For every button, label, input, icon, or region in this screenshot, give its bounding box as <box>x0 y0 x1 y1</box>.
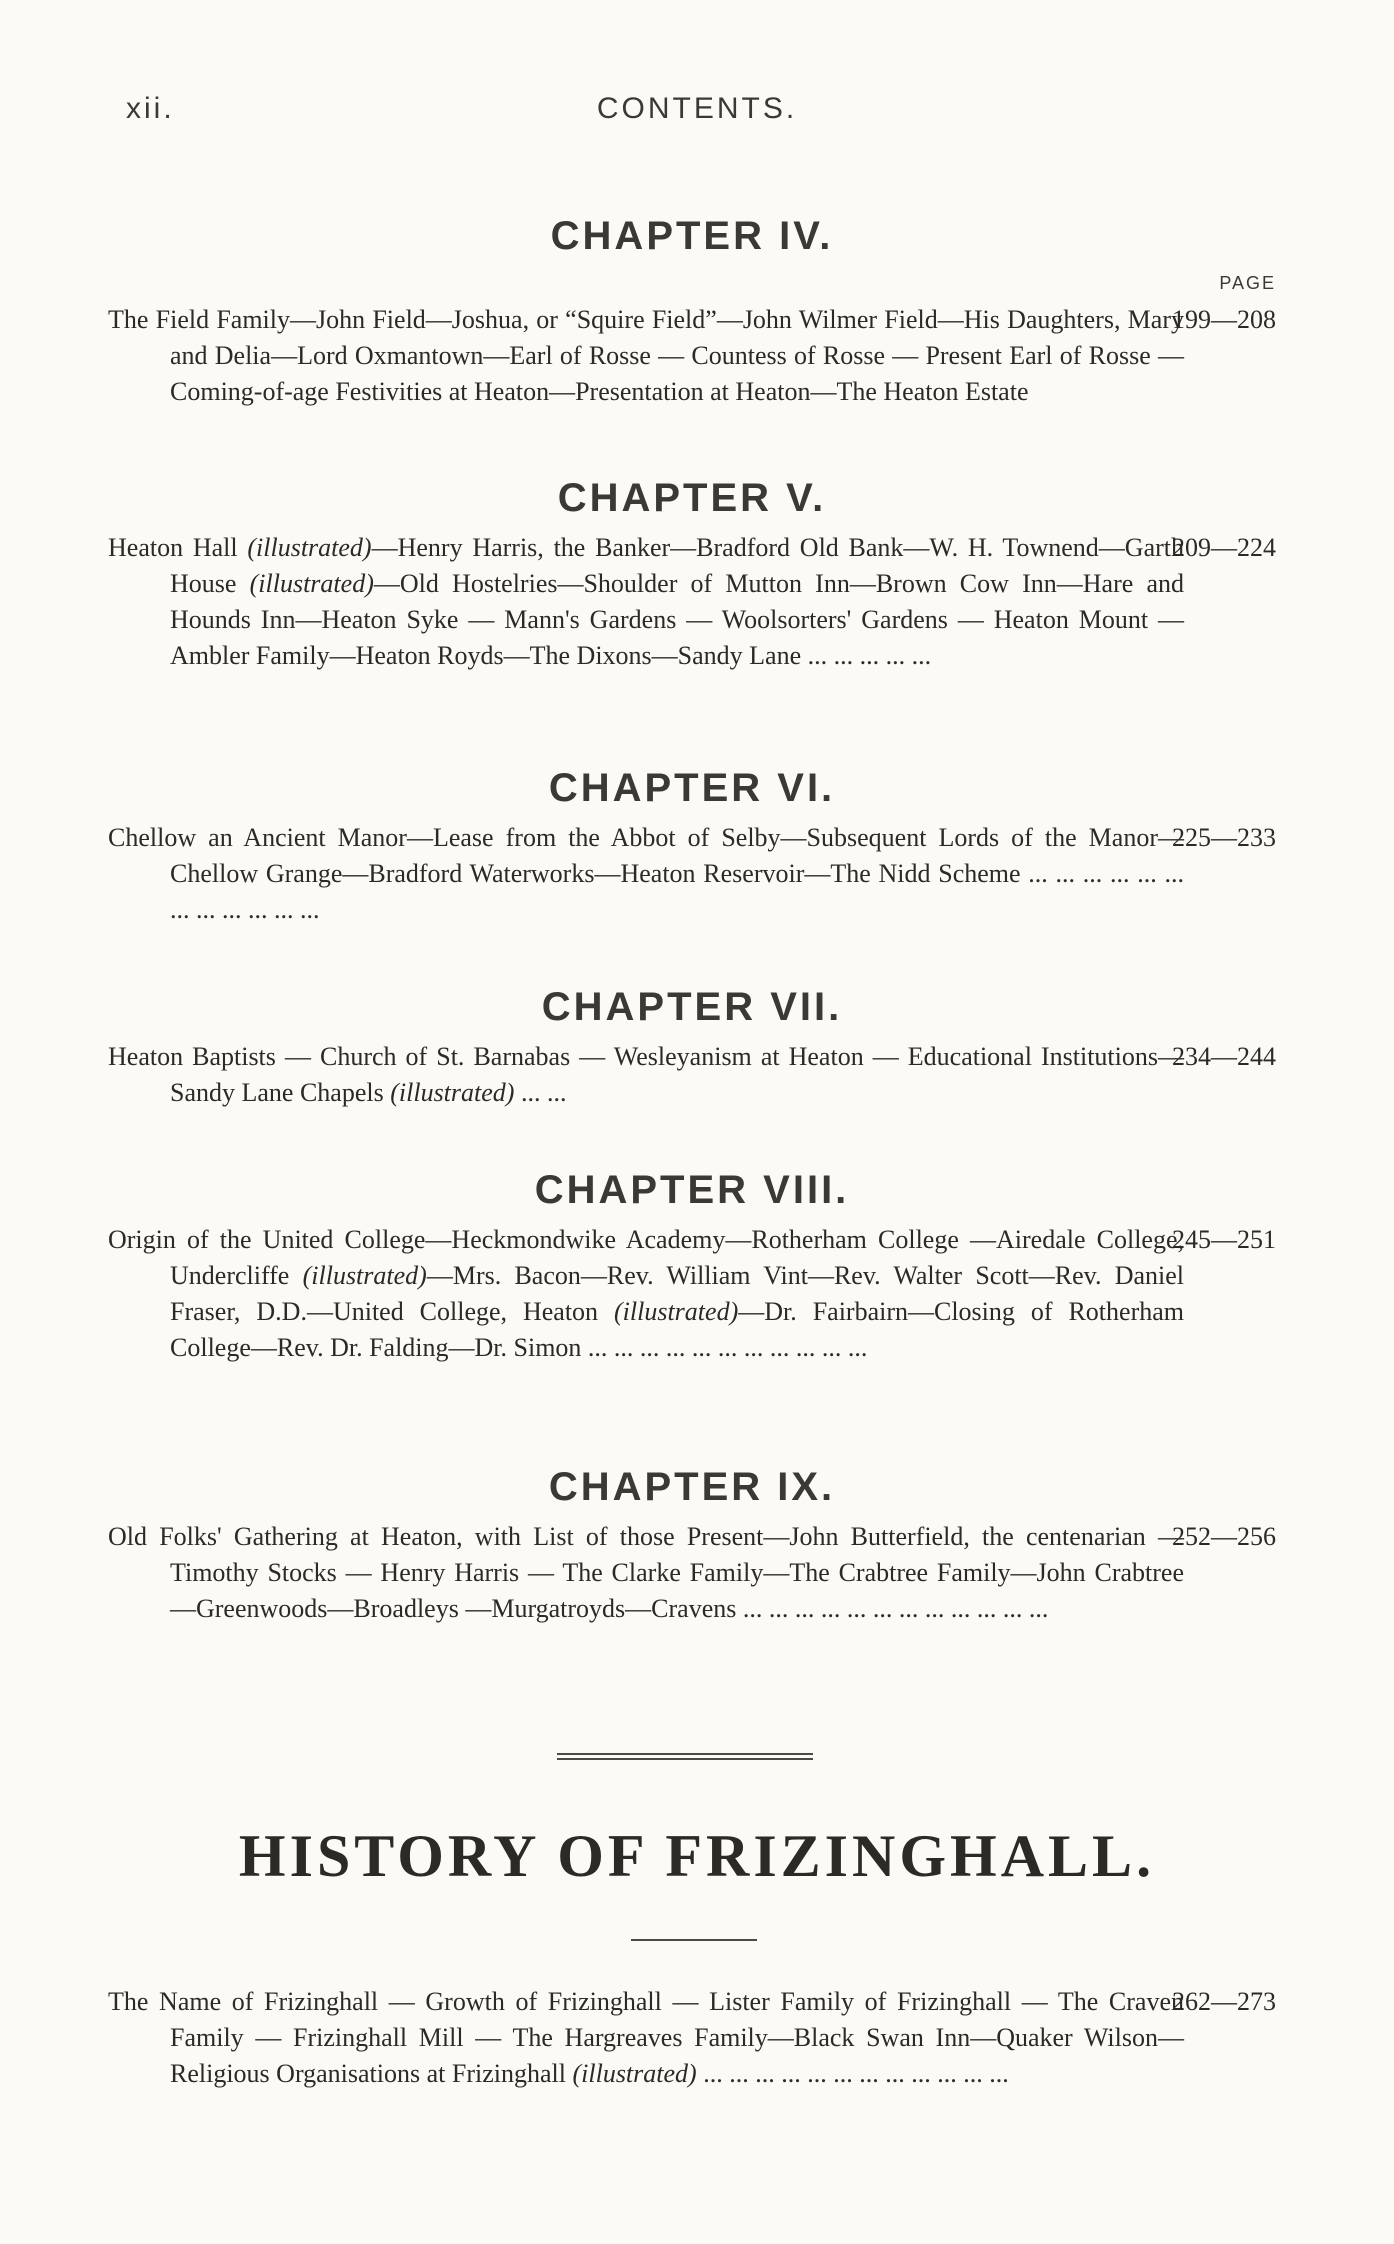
page-range: 245—251 <box>1172 1225 1276 1254</box>
history-entry <box>108 1984 1276 2092</box>
chapter-title: CHAPTER VIII. <box>534 1168 850 1212</box>
history-title: HISTORY OF FRIZINGHALL. <box>238 1823 1156 1889</box>
title-rule <box>631 1939 757 1941</box>
entry-text: The Field Family—John Field—Joshua, or “Squire Field”—John Wilmer Field—His Daughters, Mary and Delia—Lord Oxmantown—Earl of Rosse — Countess of Rosse — Present Earl of Rosse — Coming-of-age Festivities at Heaton—Presentation at Heaton—The Heaton Estate <box>108 305 1184 406</box>
page-range: 252—256 <box>1172 1522 1276 1551</box>
illustrated-note: (illustrated) <box>390 1078 515 1107</box>
entry-text: Heaton Hall <box>108 533 248 562</box>
chapter-entry <box>108 530 1276 674</box>
page-range: 199—208 <box>1172 305 1276 334</box>
page-column-label: PAGE <box>1219 273 1276 293</box>
page-range: 262—273 <box>1172 1987 1276 2016</box>
page-range: 209—224 <box>1172 533 1276 562</box>
entry-text: —Mrs. Bacon—Rev. William Vint—Rev. Walter Scott—Rev. Daniel Fraser, D.D.—United College, Heaton <box>170 1261 1185 1326</box>
chapter-title: CHAPTER V. <box>557 476 827 520</box>
illustrated-note: (illustrated) <box>572 2059 697 2088</box>
section-divider <box>557 1753 813 1760</box>
entry-text: Origin of the United College—Heckmondwike Academy—Rotherham College —Airedale College, Undercliffe <box>108 1225 1184 1290</box>
entry-text: Old Folks' Gathering at Heaton, with List of those Present—John Butterfield, the centenarian — Timothy Stocks — Henry Harris — The Clarke Family—The Crabtree Family—John Crabtree—Greenwoods—Broadleys —Murgatroyds—Cravens ... ... ... ... ... ... ... ... ... ... ... ... <box>108 1522 1184 1623</box>
entry-text: Chellow an Ancient Manor—Lease from the Abbot of Selby—Subsequent Lords of the Manor—Chellow Grange—Bradford Waterworks—Heaton Reservoir—The Nidd Scheme ... ... ... ... ... ... ... ... ... ... ... ... <box>108 823 1184 924</box>
page-range: 234—244 <box>1172 1042 1276 1071</box>
history-section <box>108 1976 1276 2092</box>
running-title: CONTENTS. <box>596 92 798 125</box>
entry-text: —Dr. Fairbairn—Closing of Rotherham College—Rev. Dr. Falding—Dr. Simon ... ... ... ... ... ... ... ... ... ... ... <box>170 1297 1184 1362</box>
illustrated-note: (illustrated) <box>249 569 374 598</box>
entry-text: —Old Hostelries—Shoulder of Mutton Inn—Brown Cow Inn—Hare and Hounds Inn—Heaton Syke — Mann's Gardens — Woolsorters' Gardens — Heaton Mount — Ambler Family—Heaton Royds—The Dixons—Sandy Lane ... ... ... ... ... <box>170 569 1185 670</box>
entry-text: —Henry Harris, the Banker—Bradford Old Bank—W. H. Townend—Garth House <box>170 533 1185 598</box>
chapter-6 <box>108 764 1276 928</box>
chapter-7 <box>108 983 1276 1111</box>
entry-text: ... ... ... ... ... ... ... ... ... ... ... ... <box>696 2059 1009 2088</box>
illustrated-note: (illustrated) <box>302 1261 427 1290</box>
chapter-entry <box>108 302 1276 410</box>
chapter-title: CHAPTER VI. <box>548 766 836 810</box>
chapter-entry <box>108 820 1276 928</box>
chapter-4 <box>108 212 1276 410</box>
entry-text: ... ... <box>514 1078 567 1107</box>
chapter-entry <box>108 1519 1276 1627</box>
page-folio: xii. <box>126 92 175 125</box>
chapter-9 <box>108 1463 1276 1627</box>
running-head <box>0 92 1394 132</box>
chapter-5 <box>108 474 1276 674</box>
chapter-title: CHAPTER VII. <box>541 985 843 1029</box>
chapter-title: CHAPTER IX. <box>548 1465 836 1509</box>
chapter-title: CHAPTER IV. <box>550 214 834 258</box>
page-range: 225—233 <box>1172 823 1276 852</box>
entry-text: Heaton Baptists — Church of St. Barnabas — Wesleyanism at Heaton — Educational Institutions—Sandy Lane Chapels <box>108 1042 1184 1107</box>
illustrated-note: (illustrated) <box>614 1297 739 1326</box>
entry-text: The Name of Frizinghall — Growth of Frizinghall — Lister Family of Frizinghall — The Craven Family — Frizinghall Mill — The Hargreaves Family—Black Swan Inn—Quaker Wilson—Religious Organisations at Frizinghall <box>108 1987 1184 2088</box>
illustrated-note: (illustrated) <box>247 533 372 562</box>
chapter-entry <box>108 1222 1276 1366</box>
chapter-8 <box>108 1166 1276 1366</box>
chapter-entry <box>108 1039 1276 1111</box>
